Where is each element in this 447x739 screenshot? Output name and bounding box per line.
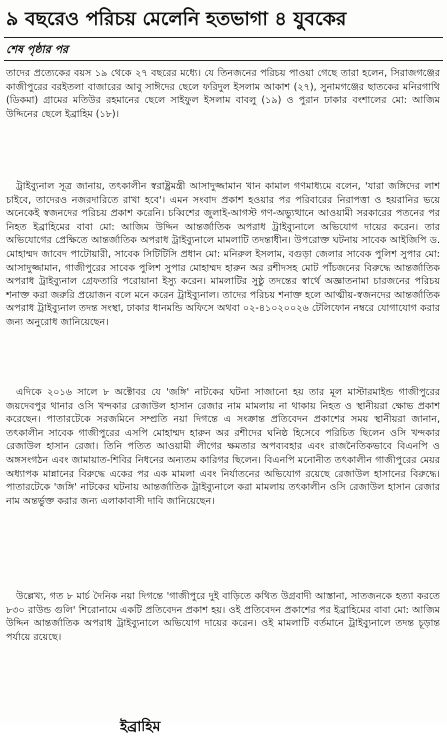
paragraph-oc-reza: এদিকে ২০১৬ সালে ৮ অক্টোবর যে 'জঙ্গি' নাটকের ঘটনা সাজানো হয় তার মূল মাস্টারমাইন্ড গাজীপুরের জয়দেবপুর থানার ওসি খন্দকার রেজাউল হাসান রেজার নাম মামলায় না থাকায় নিহত ও স্থানীয়রা ক্ষোভ প্রকাশ করেছেন। পাতারটেকে সরজমিনে সম্প্রতি নয়া দিগন্তে এ সংক্রান্ত প্রতিবেদন প্রকাশের সময় স্থানীয়রা জানান, তৎকালীন সাবেক গাজীপুরের এসপি মোহাম্মদ হারুন অর রশীদের ঘনিষ্ঠ হিসেবে পরিচিত ছিলেন ওসি খন্দকার রেজাউল হাসান রেজা। তিনি পতিত আওয়ামী লীগের ক্ষমতার অপব্যবহার এবং রাজনৈতিকভাবে বিএনপি ও অঙ্গসংগঠন এবং জামায়াত-শিবির নিধনের অন্যতম কারিগর ছিলেন। বিএনপি মনোনীত তৎকালীন গাজীপুরের মেয়র অধ্যাপক মান্নানের বিরুদ্ধে একের পর এক মামলা এবং নির্যাতনের অভিযোগ রয়েছে রেজাউল হাসানের বিরুদ্ধে। পাতারটেকে 'জঙ্গি' নাটকের ঘটনায় আন্তর্জাতিক ট্রাইব্যুনালে করা মামলায় তৎকালীন ওসি রেজাউল হাসান রেজার নাম অন্তর্ভুক্ত করার জন্য এলাকাবাসী দাবি জানিয়েছেন।: [6, 387, 440, 507]
paragraph-note: উল্লেখ্য, গত ৮ মার্চ দৈনিক নয়া দিগন্তে 'গাজীপুরে দুই বাড়িতে কথিত উগ্রবাদী আস্তানা, সাতজনকে হত্যা করতে ৮৩০ রাউন্ড গুলি' শিরোনামে একটি প্রতিবেদন প্রকাশ হয়। ওই প্রতিবেদন প্রকাশের পর ইব্রাহিমের বাবা মো: আজিম উদ্দিন আন্তর্জাতিক অপরাধ ট্রাইব্যুনালে অভিযোগ দায়ের করেন। ওই মামলাটি বর্তমানে ট্রাইব্যুনালে তদন্ত চূড়ান্ত পর্যায়ে রয়েছে।: [6, 591, 440, 643]
headline-divider: [4, 37, 443, 38]
continuation-label: শেষ পৃষ্ঠার পর: [6, 43, 69, 56]
cutoff-text: ইব্রাহিম: [120, 719, 161, 735]
paragraph-tribunal: ট্রাইব্যুনাল সূত্র জানায়, তৎকালীন স্বরাষ্ট্রমন্ত্রী আসাদুজ্জামান খান কামাল গণমাধ্যমে বলেন, 'যারা জঙ্গিদের লাশ চাইবে, তাদেরও নজরদারিতে রাখা হবে'। এমন সংবাদ প্রকাশ হওয়ার পর পরিবারের নিরাপত্তা ও হয়রানির ভয়ে অনেকেই স্বজনদের পরিচয় প্রকাশ করেনি। চব্বিশের জুলাই-আগস্ট গণ-অভ্যুত্থানে আওয়ামী সরকারের পতনের পর নিহত ইব্রাহিমের বাবা মো: আজিম উদ্দিন আন্তর্জাতিক অপরাধ ট্রাইব্যুনালে অভিযোগ দায়ের করেন। তার অভিযোগের প্রেক্ষিতে আন্তর্জাতিক অপরাধ ট্রাইব্যুনালে মামলাটি তদন্তাধীন। উপরোক্ত ঘটনায় সাবেক আইজিপি ড. মোহাম্মদ জাবেদ পাটোয়ারী, সাবেক সিটিটিসি প্রধান মো: মনিরুল ইসলাম, বগুড়া জেলার সাবেক পুলিশ সুপার মো: আসাদুজ্জামান, গাজীপুরের সাবেক পুলিশ সুপার মোহাম্মদ হারুন অর রশীদসহ মোট পাঁচজনের বিরুদ্ধে আন্তর্জাতিক অপরাধ ট্রাইব্যুনাল গ্রেফতারি পরোয়ানা ইস্যু করেন। মামলাটির সুষ্ঠু তদন্তের স্বার্থে অজ্ঞাতনামা চারজনের পরিচয় শনাক্ত করা জরুরি প্রয়োজন বলে মনে করেন ট্রাইব্যুনাল। তাদের পরিচয় শনাক্ত হলে আত্মীয়-স্বজনদের আন্তর্জাতিক অপরাধ ট্রাইব্যুনাল তদন্ত সংস্থা, ঢাকার ধানমন্ডি অফিসে অথবা ০২-৪১০২০০২৬ টেলিফোন নম্বরে যোগাযোগ করার জন্য অনুরোধ জানিয়েছেন।: [6, 181, 441, 328]
section-divider: [4, 60, 443, 61]
paragraph-victims: তাদের প্রত্যেকের বয়স ১৯ থেকে ২৭ বছরের মধ্যে। যে তিনজনের পরিচয় পাওয়া গেছে তারা হলেন, সিরাজগঞ্জের কাজীপুরের বরইতলা বাজারের আবু সাঈদের ছেলে ফরিদুল ইসলাম আকাশ (২৭), সুনামগঞ্জের ছাতকের মনিরগাথি (ডিকমা) গ্রামের মতিউর রহমানের ছেলে সাইফুল ইসলাম বাবলু (১৯) ও পুরান ঢাকার বংশালের মো: আজিম উদ্দিনের ছেলে ইব্রাহিম (১৮)।: [6, 68, 440, 120]
headline: ৯ বছরেও পরিচয় মেলেনি হতভাগা ৪ যুবকের: [6, 8, 347, 30]
